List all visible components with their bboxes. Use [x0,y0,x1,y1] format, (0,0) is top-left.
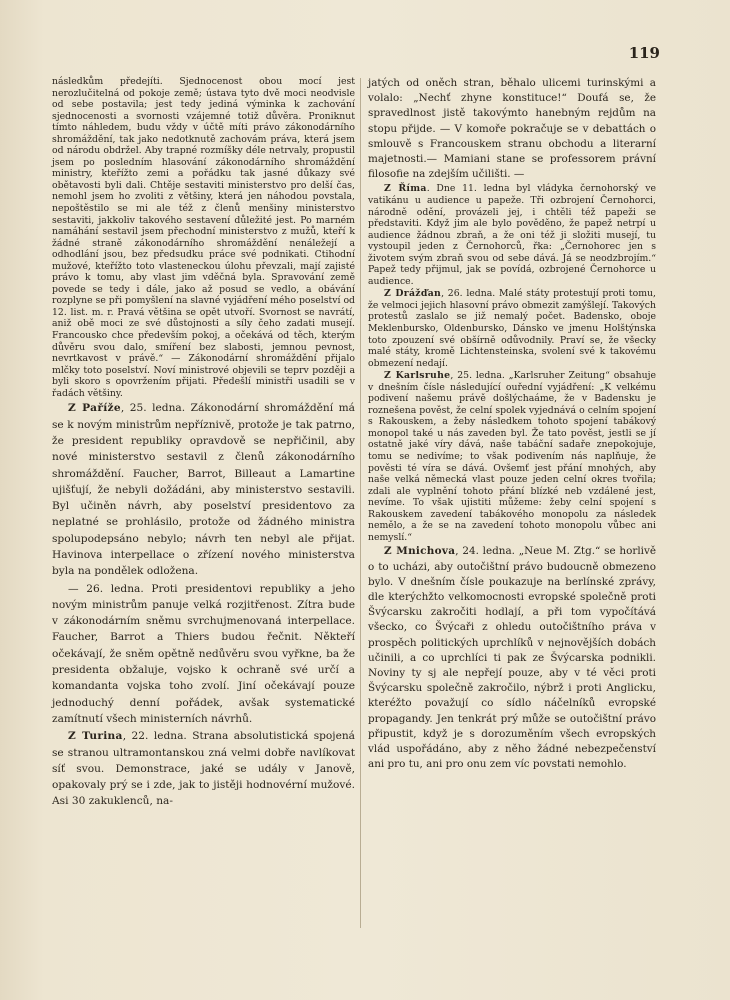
article-text: „Karlsruher Zeitung“ obsahuje v dnešním čísle následující ouřední vyjádření: „K velkému podivení našemu právě došlýchaáme, že v Badensku je roznešena pověst, že celní spolek vyjednává o celním spojení s Rakouskem, a žeby následkem tohoto spojení tabákový monopol také u nás zaveden byl. Že tato pověst, jestli se jí ostatně jaké víry dává, naše tabáční sadaře znepokojuje, tomu se nedivíme; to však podivením nás naplňuje, že pověsti té víra se dává. Ovšemť jest přání mnohých, aby naše velká německá vlast pouze jeden celní okres tvořila; zdali ale vyplnění tohoto přání blízké neb vzdálené jest, nevíme. To však ujistiti můžeme: žeby celní spojení s Rakouskem zavedení tabákového monopolu za následek nemělo, a že se na zavedení tohoto monopolu vůbec ani nemyslí.“ [368,370,656,543]
article-dresden [368,288,656,369]
dateline-date: , 22. ledna. [122,730,187,743]
left-column [52,76,355,810]
column-divider [360,78,361,928]
dateline-date: , 26. ledna. [441,288,496,300]
article-rome [368,183,656,287]
dateline-place: Z Mnichova [384,545,456,558]
dateline-date: , 24. ledna. [455,545,515,558]
article-text: Malé státy protestují proti tomu, že velmoci jejich hlasovní právo obmezit zamýšlejí. Takových protestů zaslalo se již nemalý počet. Badensko, oboje Meklenbursko, Oldenbursko, Dánsko ve jmenu Holštýnska toto zpouzení své obšírně odůvodnily. Praví se, že všecky malé státy, kromě Lichtensteinska, svolení své k takovému obmezení nedají. [368,288,656,369]
article-text: Zákonodární shromáždění má se k novým ministrům nepříznivě, protože je tak patrno, že president republiky opravdově se nepřičinil, aby nové ministerstvo sestavil z členů zákonodárního shromáždění. Faucher, Barrot, Billeaut a Lamartine ujišťují, že nebyli dožádáni, aby ministerstvo sestavili. Byl učiněn návrh, aby poselství presidentovo za neplatné se prohlásilo, protože od žádného ministra spolupodepsáno nebylo; návrh ten nebyl ale přijat. Havinova interpellace o zřízení nového ministerstva byla na pondělek odložena. [52,402,355,578]
article-paris [52,400,355,579]
dateline-date: , 25. ledna. [120,402,186,415]
article-text: byl vládyka černohorský ve vatikánu u audience u papeže. Tři ozbrojení Černohorci, národně odění, provázeli jej, i chtěli též papeži se představiti. Když jim ale bylo pověděno, že papež netrpí u audience žádnou zbraň, a že oni též ji složiti musejí, tu vystoupil jeden z Černohorců, řka: „Černohorec jen s životem svým zbraň svou od sebe dává. Já se neodzbrojím.“ Papež tedy přijmul, jak se povídá, ozbrojené Černohorce u audience. [368,183,656,287]
right-column [368,76,656,772]
dateline-place: Z Paříže [68,402,121,415]
dateline-place: Z Turina [68,730,123,743]
dateline-place: Z Drážďan [384,288,442,300]
article-munich [368,544,656,772]
dateline-date: , 25. ledna. [450,370,505,382]
article-text: „Neue M. Ztg.“ se horlivě o to ucházi, aby outočištní právo budoucně obmezeno bylo. V dnešním čísle poukazuje na berlínské zprávy, dle kterýchžto velkomocnosti evropské společně proti Švýcarsku zakročiti hodlají, a při tom vypočítává všecko, co Švýcaři z ohledu outočištního práva v prospěch politických uprchlíků v nejnovějších dobách učinili, a co uprchlíci ti pak ze Švýcarska podnikli. Noviny ty sj ale nepřejí pouze, aby v té věci proti Švýcarsku společně zakročilo, nýbrž i proti Anglicku, kteréžto považují co sídlo náčelníků evropské propagandy. Jen tenkrát prý může se outočištní právo připustit, když je s dorozuměním všech evropských vlád uspořádáno, aby z něho žádné nebezpečenství ani pro tu, ani pro onu zem víc povstati nemohlo. [368,545,656,771]
article-continuation: následkům předejíti. Sjednocenost obou mocí jest nerozlučitelná od pokoje země; ústava tyto dvě moci neodvisle od sebe postavila; jest tedy jediná výminka k zachování sjednocenosti a svornosti vzájemné totiž důvěra. Proniknut tímto náhledem, budu vždy v účtě míti právo zákonodárního shromáždění, tak jako nedotknutě zachovám práva, která jsem od národu obdržel. Aby trapné rozmíšky déle netrvaly, propustil jsem po posledním hlasování zákonodárního shromáždění ministry, kteřížto zemi a pořádku tak jasné důkazy své obětavosti byli dali. Chtěje sestaviti ministerstvo pro delší čas, nemohl jsem ho zvoliti z většiny, která jen náhodou povstala, nepoštěstilo se mi ale též z členů menšiny ministerstvo sestaviti, jakkoliv takového sestavení důležité jest. Po marném namáhání sestavil jsem přechodní ministerstvo z mužů, kteří k žádné straně zákonodárního shromáždění nenáležejí a odhodlání jsou, bez předsudku práce své podnikati. Ctihodní mužové, kteřížto toto vlasteneckou úlohu převzali, mají zajisté právo k tomu, aby vlast jim vděčná byla. Spravování země povede se tedy i dále, jako až posud se vedlo, a obávání rozplyne se při pomyšlení na slavné vyjádření mého poselství od 12. list. m. r. Pravá většina se opět utvoří. Svornost se navrátí, aniž obě moci ze své důstojnosti a síly čeho zadati musejí. Francousko chce především pokoj, a očekává od těch, kterým důvěru svou dalo, smíření bez slabosti, jemnou pevnost, nevrtkavost v právě.“ — Zákonodární shromáždění přijalo mlčky toto poselství. Noví ministrové objevili se teprv později a byli skoro s opovržením přijati. Předešlí ministři usadili se v řadách většiny. [52,76,355,399]
article-text: Strana absolutistická spojená se stranou ultramontanskou zná velmi dobře navlíkovat síť svou. Demonstrace, jaké se udály v Janově, opakovaly prý se i zde, jak to jistěji hodnovérní mužové. Asi 30 zakuklenců, na- [52,730,355,808]
article-karlsruhe [368,370,656,543]
article-turin-continuation: jatých od oněch stran, běhalo ulicemi turinskými a volalo: „Nechť zhyne konstituce!“ Doufá se, že spravedlnost jistě takovýmto hanebným rejdům na stopu přijde. — V komoře pokračuje se v debattách o smlouvě s Francouskem stranu obchodu a literarní majetnosti.— Mamiani stane se professorem právní filosofie na zdejším učilišti. — [368,77,656,181]
dateline-date: . Dne 11. ledna [426,183,510,195]
page-number: 119 [628,44,660,62]
dateline-place: Z Karlsruhe [384,370,451,382]
dateline-place: Z Říma [384,183,427,195]
article-paris-26: — 26. ledna. Proti presidentovi republiky a jeho novým ministrům panuje velká rozjitřenost. Zítra bude v zákonodárním sněmu svrchujmenovaná interpellace. Faucher, Barrot a Thiers budou řečnit. Někteří očekávají, že sněm opětně nedůvěru svou vyřkne, ba že presidenta obžaluje, vojsko k ochraně své určí a komandanta vojska toho zvolí. Jiní očekávají pouze jednoduchý denní pořádek, avšak systematické zamítnutí všech ministerních návrhů. [52,582,355,725]
article-turin [52,728,355,809]
